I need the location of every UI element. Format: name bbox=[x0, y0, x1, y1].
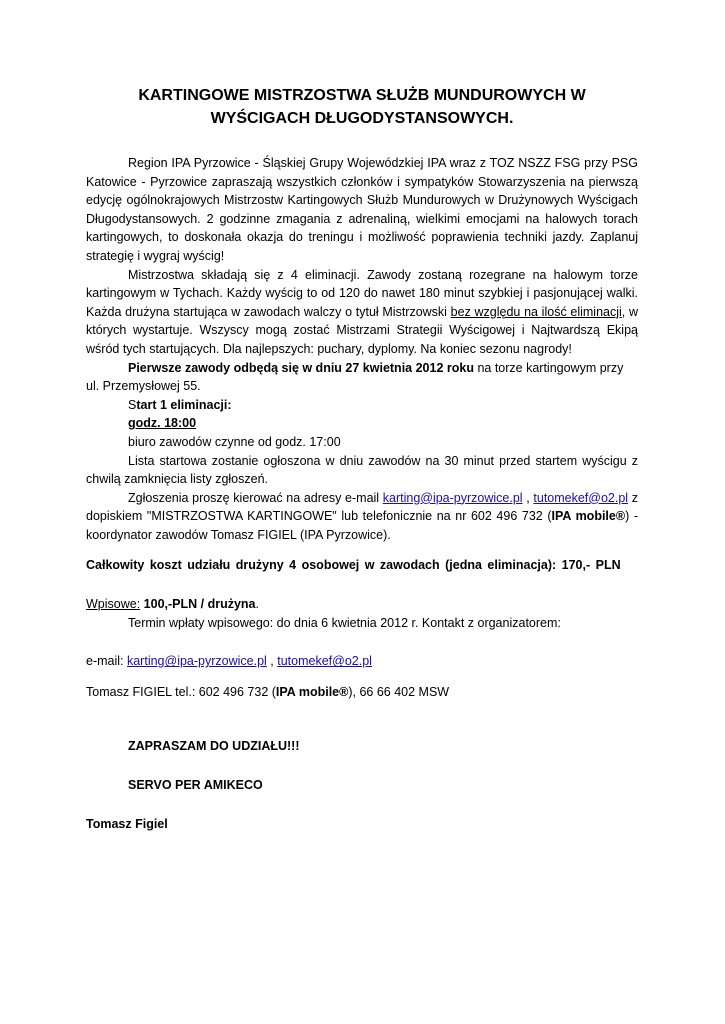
applications-text-c: ) - koordynator zawodów Tomasz FIGIEL (IPA Pyrzowice). bbox=[86, 509, 638, 542]
rules-text-a: Mistrzostwa składają się z 4 eliminacji. Zawody zostaną rozegrane na halowym torze kartingowym w Tychach. Każdy wyścig to od 120 do nawet 180 minut szybkiej i pasjonującej walki. Każda drużyna startująca w zawodach walczy o tytuł Mistrzowski bbox=[86, 267, 638, 319]
rules-paragraph bbox=[86, 266, 638, 359]
applications-text-b: z dopiskiem "MISTRZOSTWA KARTINGOWE" lub telefonicznie na nr 602 496 732 ( bbox=[86, 490, 638, 524]
rules-text-b: , w których wystartuje. Wszyscy mogą zostać Mistrzami Strategii Wyścigowej i Najtwardszą Ekipą wśród tych startujących. Dla najlepszych: puchary, dyplomy. Na koniec sezonu nagrody! bbox=[86, 304, 638, 356]
email-link-tutomekef[interactable]: tutomekef@o2.pl bbox=[533, 490, 629, 505]
contact-text-b: ), 66 66 402 MSW bbox=[348, 684, 450, 699]
contact-phone bbox=[86, 683, 638, 702]
invitation bbox=[86, 737, 638, 756]
rules-underlined: bez względu na ilość eliminacji bbox=[450, 304, 622, 319]
total-cost: Całkowity koszt udziału drużyny 4 osobowej w zawodach (jedna eliminacja): 170,- PLN bbox=[86, 558, 621, 573]
motto bbox=[86, 776, 638, 795]
invitation-text: ZAPRASZAM DO UDZIAŁU!!! bbox=[128, 739, 300, 754]
title-line-2: WYŚCIGACH DŁUGODYSTANSOWYCH. bbox=[210, 110, 514, 127]
contact-text-a: Tomasz FIGIEL tel.: 602 496 732 ( bbox=[86, 684, 276, 699]
contact-email-karting[interactable]: karting@ipa-pyrzowice.pl bbox=[126, 654, 267, 669]
applications-paragraph bbox=[86, 489, 638, 545]
payment-deadline: Termin wpłaty wpisowego: do dnia 6 kwietnia 2012 r. Kontakt z organizatorem: bbox=[128, 615, 561, 630]
start-letter: S bbox=[128, 397, 137, 412]
signature-name: Tomasz Figiel bbox=[86, 816, 168, 831]
start-time-line bbox=[86, 414, 638, 433]
document-title bbox=[86, 84, 638, 130]
intro-paragraph: Region IPA Pyrzowice - Śląskiej Grupy Wojewódzkiej IPA wraz z TOZ NSZZ FSG przy PSG Katowice - Pyrzowice zapraszają wszystkich członków i sympatyków Stowarzyszenia na pierwszą edycję ogólnokrajowych Mistrzostw Kartingowych Służb Mundurowych w Drużynowych Wyścigach Długodystansowych. 2 godzinne zmagania z adrenaliną, wielkimi emocjami na halowych torach kartingowych, to doskonała okazja do treningu i możliwość poprawienia techniki jazdy. Zaplanuj strategię i wygraj wyścig! bbox=[86, 156, 638, 263]
start-heading bbox=[86, 396, 638, 415]
contact-email-tutomekef[interactable]: tutomekef@o2.pl bbox=[277, 654, 372, 669]
first-race-paragraph bbox=[86, 359, 638, 396]
motto-text: SERVO PER AMIKECO bbox=[128, 778, 263, 793]
email-separator: , bbox=[266, 654, 278, 669]
start-rest: tart 1 eliminacji: bbox=[136, 397, 232, 412]
first-race-date: Pierwsze zawody odbędą się w dniu 27 kwietnia 2012 roku bbox=[128, 360, 474, 375]
contact-emails bbox=[86, 652, 638, 671]
start-time: godz. 18:00 bbox=[128, 416, 197, 431]
email-link-karting[interactable]: karting@ipa-pyrzowice.pl bbox=[382, 490, 523, 505]
ipa-mobile-label: IPA mobile® bbox=[551, 509, 626, 524]
start-list-paragraph: Lista startowa zostanie ogłoszona w dniu zawodów na 30 minut przed startem wyścigu z chwilą zamknięcia listy zgłoszeń. bbox=[86, 453, 638, 487]
office-hours: biuro zawodów czynne od godz. 17:00 bbox=[128, 434, 341, 449]
fee-value: 100,-PLN / drużyna bbox=[140, 597, 256, 612]
applications-text-a: Zgłoszenia proszę kierować na adresy e-mail bbox=[128, 490, 383, 505]
fee-line bbox=[86, 595, 638, 614]
title-line-1: KARTINGOWE MISTRZOSTWA SŁUŻB MUNDUROWYCH W bbox=[138, 87, 586, 104]
document-body bbox=[86, 154, 638, 833]
document-page bbox=[86, 84, 638, 833]
email-label: e-mail: bbox=[86, 654, 127, 669]
signature bbox=[86, 815, 638, 834]
applications-comma: , bbox=[522, 490, 534, 505]
fee-label: Wpisowe: bbox=[86, 597, 141, 612]
contact-ipa-mobile: IPA mobile® bbox=[275, 684, 349, 699]
fee-dot: . bbox=[255, 597, 259, 612]
first-race-location: na torze kartingowym przy ul. Przemysłowej 55. bbox=[86, 360, 624, 394]
